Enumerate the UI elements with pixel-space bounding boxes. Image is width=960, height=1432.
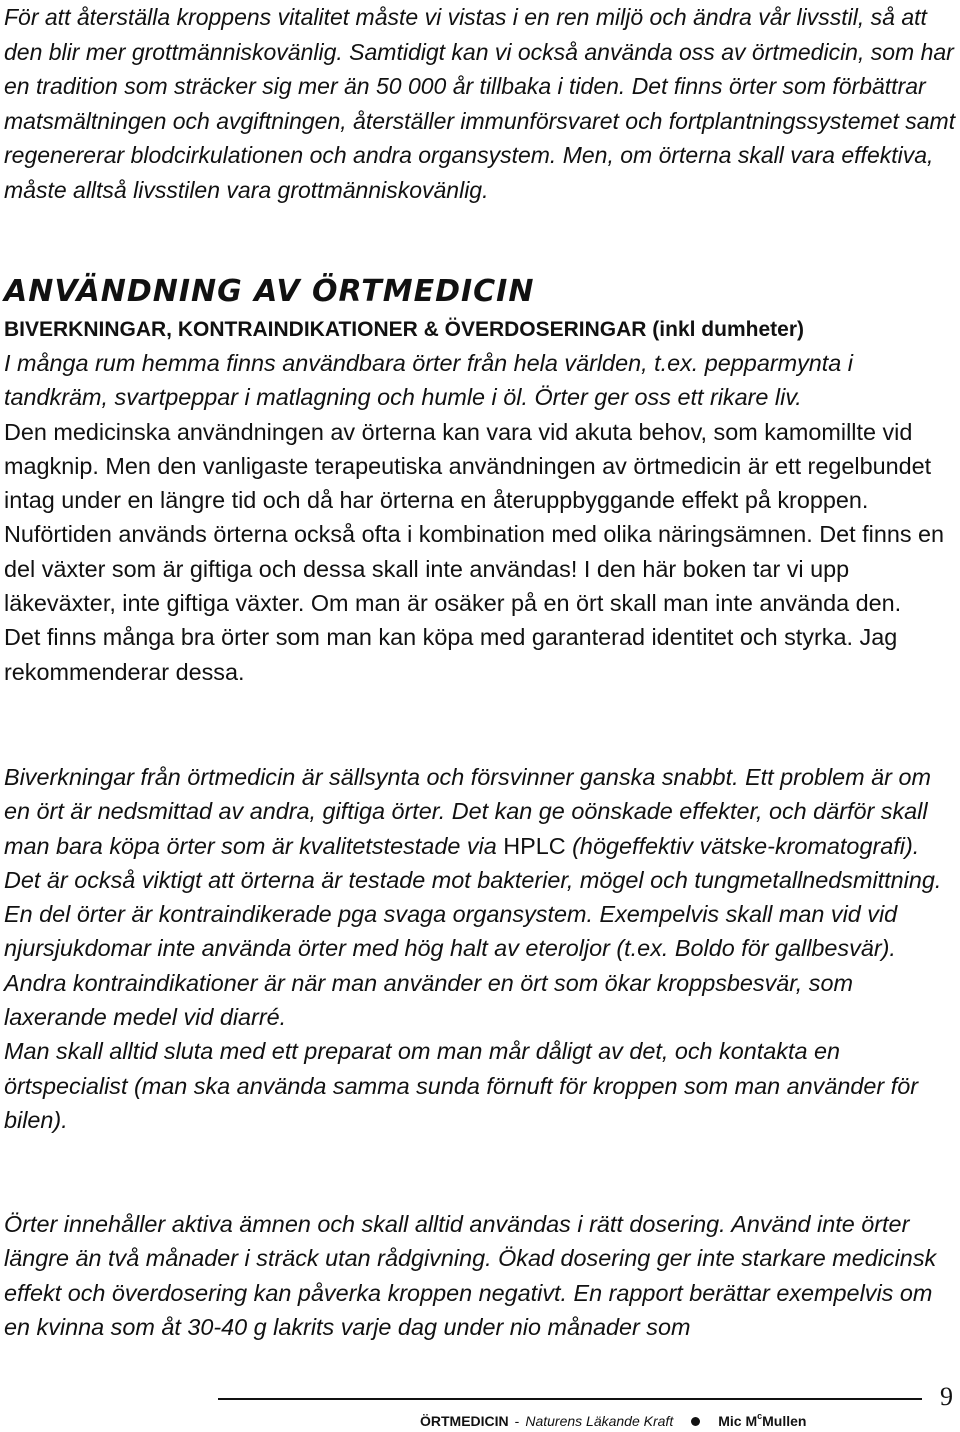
side-effects-text-b: (högeffektiv vätske-kromatografi). Det är också viktigt att örterna är testade mot bakterier, mögel och tungmetallnedsmittning. — [4, 832, 942, 893]
stop-use-paragraph: Man skall alltid sluta med ett preparat om man mår dåligt av det, och kontakta en örtspecialist (man ska använda samma sunda förnuft för kroppen som man använder för bilen). — [4, 1038, 918, 1133]
medicinal-use-paragraph: Den medicinska användningen av örterna kan vara vid akuta behov, som kamomillte vid magknip. Men den vanligaste terapeutiska användningen av örtmedicin är ett regelbundet intag under en längre tid och då har örterna en återuppbyggande effekt på kroppen. Nuförtiden används örterna också ofta i kombination med olika näringsämnen. Det finns en del växter som är giftiga och dessa skall inte användas! I den här boken tar vi upp läkeväxter, inte giftiga växter. Om man är osäker på en ört skall man inte använda den. — [4, 418, 945, 617]
section-heading: ANVÄNDNING AV ÖRTMEDICIN — [4, 274, 535, 309]
usage-intro-paragraph: I många rum hemma finns användbara örter från hela världen, t.ex. pepparmynta i tandkräm, svartpeppar i matlagning och humle i öl. Örter ger oss ett rikare liv. — [4, 350, 854, 411]
recommendation-paragraph: Det finns många bra örter som man kan köpa med garanterad identitet och styrka. Jag rekommenderar dessa. — [4, 624, 898, 685]
contraindications-paragraph: En del örter är kontraindikerade pga svaga organsystem. Exempelvis skall man vid vid njursjukdomar inte använda örter med hög halt av eteroljor (t.ex. Boldo för gallbesvär). — [4, 901, 898, 962]
section-subheading: BIVERKNINGAR, KONTRAINDIKATIONER & ÖVERDOSERINGAR (inkl dumheter) — [4, 318, 804, 341]
dosage-section — [4, 1207, 956, 1344]
side-effects-text-a: Biverkningar från örtmedicin är sällsynta och försvinner ganska snabbt. Ett problem är om en ört är nedsmittad av andra, giftiga örter. Det kan ge oönskade effekter, och därför skall man bara köpa örter som är kvalitetstestade via — [4, 764, 931, 859]
side-effects-paragraph — [4, 760, 956, 897]
dosage-paragraph: Örter innehåller aktiva ämnen och skall alltid användas i rätt dosering. Använd inte örter längre än två månader i sträck utan rådgivning. Ökad dosering ger inte starkare medicinsk effekt och överdosering kan påverka kroppen negativt. En rapport berättar exempelvis om en kvinna som åt 30-40 g lakrits varje dag under nio månader som — [4, 1211, 937, 1340]
hplc-term: HPLC — [503, 832, 566, 859]
footer-book-title: ÖRTMEDICIN — [420, 1413, 509, 1429]
page-footer — [420, 1413, 806, 1429]
footer-subtitle: Naturens Läkande Kraft — [525, 1413, 674, 1429]
footer-author-sup: c — [757, 1411, 763, 1421]
other-contraindications-paragraph: Andra kontraindikationer är när man använder en ört som ökar kroppsbesvär, som laxerande medel vid diarré. — [4, 969, 853, 1031]
side-effects-section — [4, 760, 956, 1137]
bullet-icon — [691, 1417, 700, 1426]
footer-divider — [218, 1398, 922, 1400]
footer-author-suffix: Mullen — [762, 1413, 807, 1429]
intro-paragraph: För att återställa kroppens vitalitet måste vi vistas i en ren miljö och ändra vår livsstil, så att den blir mer grottmänniskovänlig. Samtidigt kan vi också använda oss av örtmedicin, som har en tradition som sträcker sig mer än 50 000 år tillbaka i tiden. Det finns örter som förbättrar matsmältningen och avgiftningen, återställer immunförsvaret och fortplantningssystemet samt regenererar blodcirkulationen och andra organsystem. Men, om örterna skall vara effektiva, måste alltså livsstilen vara grottmänniskovänlig. — [4, 4, 956, 203]
page-number: 9 — [940, 1382, 953, 1411]
usage-section — [4, 346, 956, 689]
footer-author-prefix: Mic M — [718, 1413, 758, 1429]
footer-separator: - — [514, 1413, 520, 1429]
